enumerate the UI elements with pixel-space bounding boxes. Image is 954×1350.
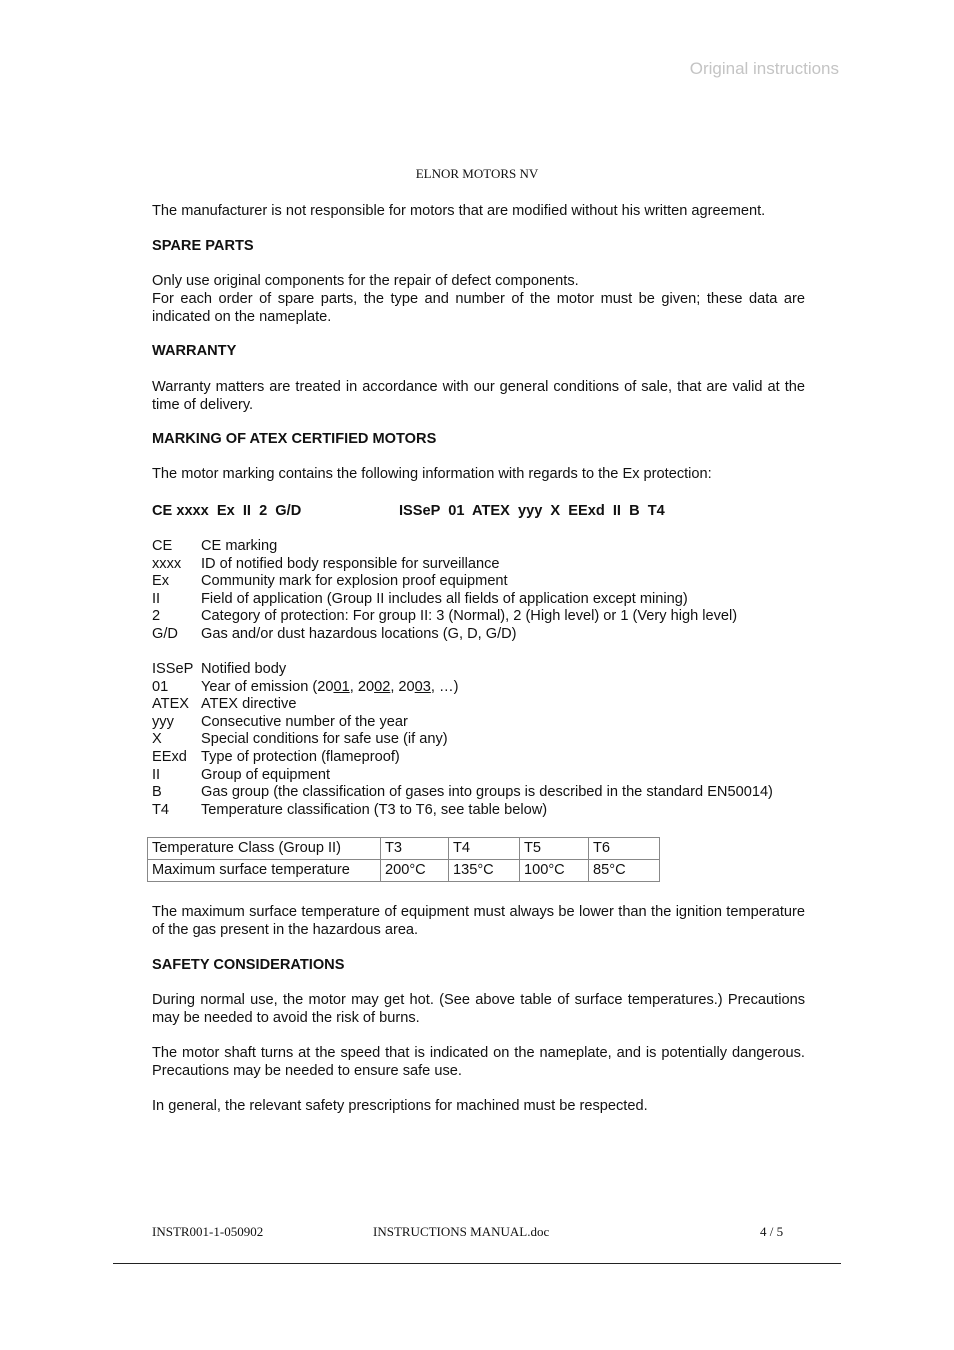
- original-instructions-stamp: Original instructions: [689, 59, 839, 78]
- legend-key: ISSeP: [152, 661, 194, 677]
- legend-desc: Gas and/or dust hazardous locations (G, D, G/D): [201, 625, 517, 642]
- legend-key: T4: [152, 801, 170, 818]
- marking-legend-group2: [152, 661, 842, 819]
- legend-row: [152, 749, 842, 767]
- legend-key: II: [152, 590, 161, 607]
- legend-row: [152, 626, 842, 644]
- legend-desc: CE marking: [201, 538, 278, 554]
- legend-desc: Field of application (Group II includes all fields of application except mining): [201, 590, 688, 607]
- company-header: ELNOR MOTORS NV: [415, 166, 539, 181]
- table-cell: T3: [381, 838, 449, 860]
- legend-row: [152, 573, 842, 591]
- legend-desc: Temperature classification (T3 to T6, see table below): [201, 801, 548, 818]
- spare-parts-heading: SPARE PARTS: [152, 238, 254, 254]
- legend-key: CE: [152, 538, 173, 554]
- table-cell: 100°C: [520, 860, 589, 882]
- legend-key: yyy: [152, 713, 174, 730]
- legend-desc: Consecutive number of the year: [201, 713, 408, 730]
- legend-row: [152, 556, 842, 574]
- legend-row: [152, 802, 842, 820]
- legend-row: [152, 784, 842, 802]
- legend-desc: Special conditions for safe use (if any): [201, 731, 448, 748]
- marking-code-left: CE xxxx Ex II 2 G/D: [152, 503, 302, 519]
- table-cell: T6: [589, 838, 660, 860]
- legend-desc: Gas group (the classification of gases into groups is described in the standard EN50014): [201, 784, 773, 801]
- table-row: [148, 860, 660, 882]
- intro-paragraph: The manufacturer is not responsible for motors that are modified without his written agreement.: [152, 203, 766, 219]
- surface-temperature-note: The maximum surface temperature of equipment must always be lower than the ignition temperature of the gas present in the hazardous area.: [152, 904, 805, 938]
- table-cell: 85°C: [589, 860, 660, 882]
- table-cell: T5: [520, 838, 589, 860]
- legend-row: [152, 714, 842, 732]
- legend-key: xxxx: [152, 555, 182, 572]
- safety-paragraph-3: In general, the relevant safety prescriptions for machined must be respected.: [152, 1098, 648, 1114]
- warranty-text: Warranty matters are treated in accordance with our general conditions of sale, that are valid at the time of delivery.: [152, 379, 805, 413]
- marking-intro: The motor marking contains the following information with regards to the Ex protection:: [152, 466, 712, 482]
- footer-file-name: INSTRUCTIONS MANUAL.doc: [373, 1224, 550, 1239]
- safety-heading: SAFETY CONSIDERATIONS: [152, 957, 345, 973]
- footer-doc-id: INSTR001-1-050902: [152, 1224, 264, 1239]
- legend-desc: Category of protection: For group II: 3 (Normal), 2 (High level) or 1 (Very high level): [201, 608, 738, 625]
- spare-parts-line2: For each order of spare parts, the type and number of the motor must be given; these data are indicated on the nameplate.: [152, 291, 805, 325]
- legend-key: B: [152, 784, 162, 801]
- table-cell: 200°C: [381, 860, 449, 882]
- legend-desc: Type of protection (flameproof): [201, 748, 400, 765]
- legend-row: [152, 538, 842, 556]
- legend-key: Ex: [152, 573, 170, 590]
- footer-rule: [113, 1263, 841, 1264]
- legend-key: 01: [152, 678, 169, 695]
- legend-key: II: [152, 766, 161, 783]
- legend-row: [152, 679, 842, 697]
- table-cell: Temperature Class (Group II): [148, 838, 381, 860]
- safety-paragraph-1: During normal use, the motor may get hot. (See above table of surface temperatures.) Precautions may be needed to avoid the risk of burns.: [152, 992, 805, 1026]
- legend-desc: Community mark for explosion proof equipment: [201, 573, 508, 590]
- footer-page-number: 4 / 5: [760, 1224, 784, 1239]
- legend-key: G/D: [152, 625, 178, 642]
- legend-row: [152, 661, 842, 679]
- table-cell: T4: [449, 838, 520, 860]
- legend-row: [152, 731, 842, 749]
- legend-key: X: [152, 731, 162, 748]
- legend-row: [152, 767, 842, 785]
- safety-paragraph-2: The motor shaft turns at the speed that is indicated on the nameplate, and is potentially dangerous. Precautions may be needed to ensure safe use.: [152, 1045, 805, 1079]
- temperature-class-table: [147, 837, 660, 882]
- legend-desc: Notified body: [201, 661, 287, 677]
- spare-parts-line1: Only use original components for the repair of defect components.: [152, 273, 579, 289]
- legend-desc: Group of equipment: [201, 766, 330, 783]
- legend-key: 2: [152, 608, 161, 625]
- legend-desc: Year of emission (2001, 2002, 2003, …): [201, 678, 459, 695]
- marking-code-right: ISSeP 01 ATEX yyy X EExd II B T4: [399, 503, 665, 519]
- legend-desc: ATEX directive: [201, 696, 297, 713]
- marking-legend-group1: [152, 538, 842, 644]
- legend-row: [152, 608, 842, 626]
- table-row: [148, 838, 660, 860]
- legend-key: EExd: [152, 748, 187, 765]
- legend-desc: ID of notified body responsible for surveillance: [201, 555, 500, 572]
- table-cell: 135°C: [449, 860, 520, 882]
- legend-row: [152, 591, 842, 609]
- marking-heading: MARKING OF ATEX CERTIFIED MOTORS: [152, 431, 437, 447]
- warranty-heading: WARRANTY: [152, 343, 237, 359]
- table-cell: Maximum surface temperature: [148, 860, 381, 882]
- legend-row: [152, 696, 842, 714]
- legend-key: ATEX: [152, 696, 190, 713]
